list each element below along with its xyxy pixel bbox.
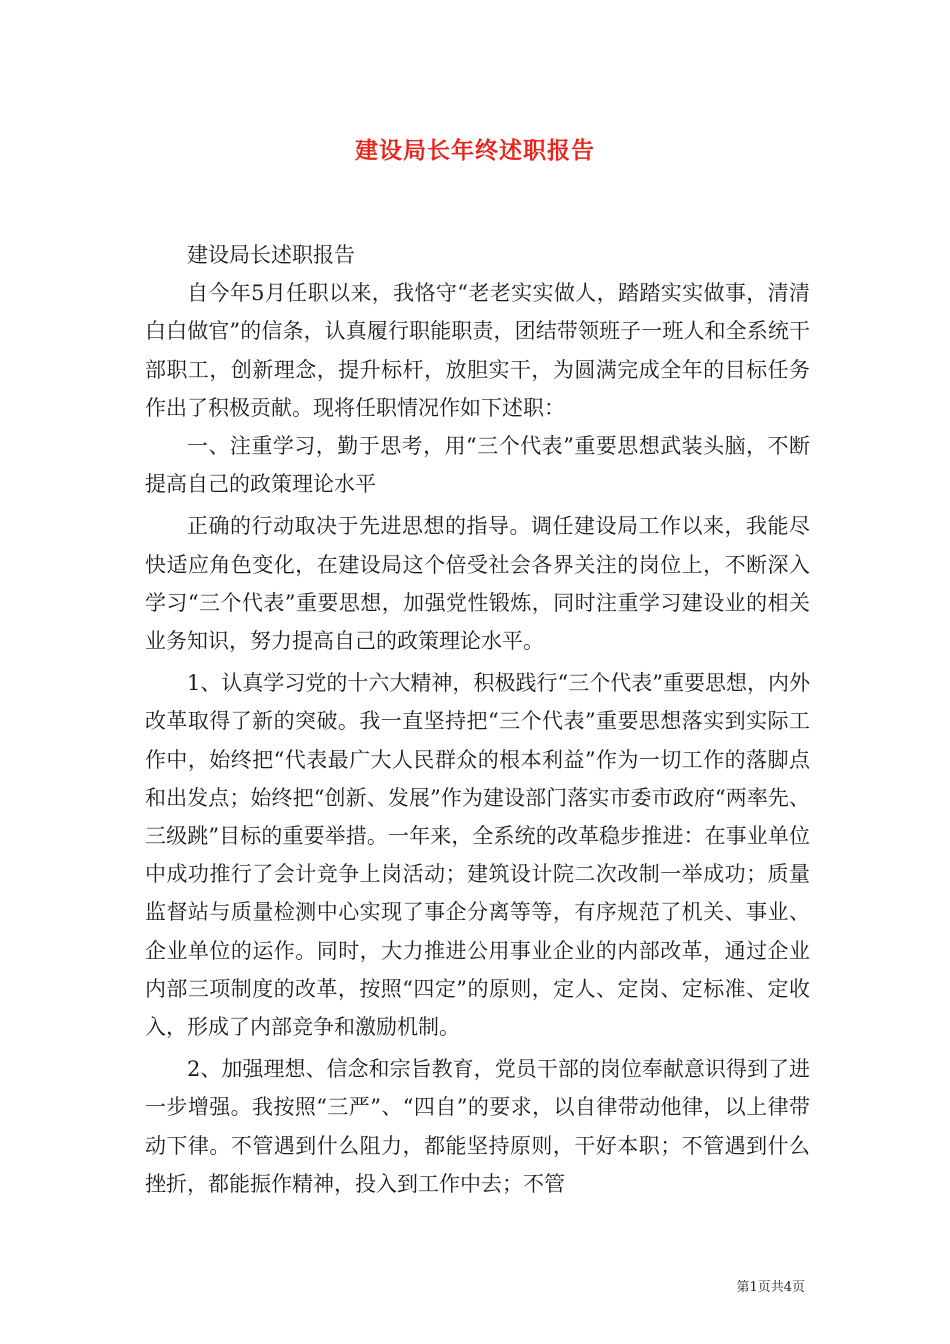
paragraph-study: 正确的行动取决于先进思想的指导。调任建设局工作以来，我能尽快适应角色变化，在建设局这个倍受社会各界关注的岗位上，不断深入学习“三个代表”重要思想，加强党性锻炼，同时注重学习建设业的相关业务知识，努力提高自己的政策理论水平。	[145, 514, 810, 654]
paragraph-section-heading: 一、注重学习，勤于思考，用“三个代表”重要思想武装头脑，不断提高自己的政策理论水平	[145, 434, 810, 497]
paragraph-item-1: 1、认真学习党的十六大精神，积极践行“三个代表”重要思想，内外改革取得了新的突破。我一直坚持把“三个代表”重要思想落实到实际工作中，始终把“代表最广大人民群众的根本利益”作为一切工作的落脚点和出发点；始终把“创新、发展”作为建设部门落实市委市政府“两率先、三级跳”目标的重要举措。一年来，全系统的改革稳步推进：在事业单位中成功推行了会计竞争上岗活动；建筑设计院二次改制一举成功；质量监督站与质量检测中心实现了事企分离等等，有序规范了机关、事业、企业单位的运作。同时，大力推进公用事业企业的内部改革，通过企业内部三项制度的改革，按照“四定”的原则，定人、定岗、定标准、定收入，形成了内部竞争和激励机制。	[145, 671, 810, 1040]
paragraph-subtitle: 建设局长述职报告	[187, 243, 355, 267]
document-title: 建设局长年终述职报告	[355, 137, 595, 164]
document-body	[145, 236, 810, 1203]
page-number: 第1页共4页	[736, 1280, 805, 1295]
paragraph-item-2: 2、加强理想、信念和宗旨教育，党员干部的岗位奉献意识得到了进一步增强。我按照“三严”、“四自”的要求，以自律带动他律，以上律带动下律。不管遇到什么阻力，都能坚持原则，干好本职；不管遇到什么挫折，都能振作精神，投入到工作中去；不管	[145, 1057, 810, 1196]
paragraph-intro: 自今年5月任职以来，我恪守“老老实实做人，踏踏实实做事，清清白白做官”的信条，认真履行职能职责，团结带领班子一班人和全系统干部职工，创新理念，提升标杆，放胆实干，为圆满完成全年的目标任务作出了积极贡献。现将任职情况作如下述职：	[145, 281, 810, 420]
